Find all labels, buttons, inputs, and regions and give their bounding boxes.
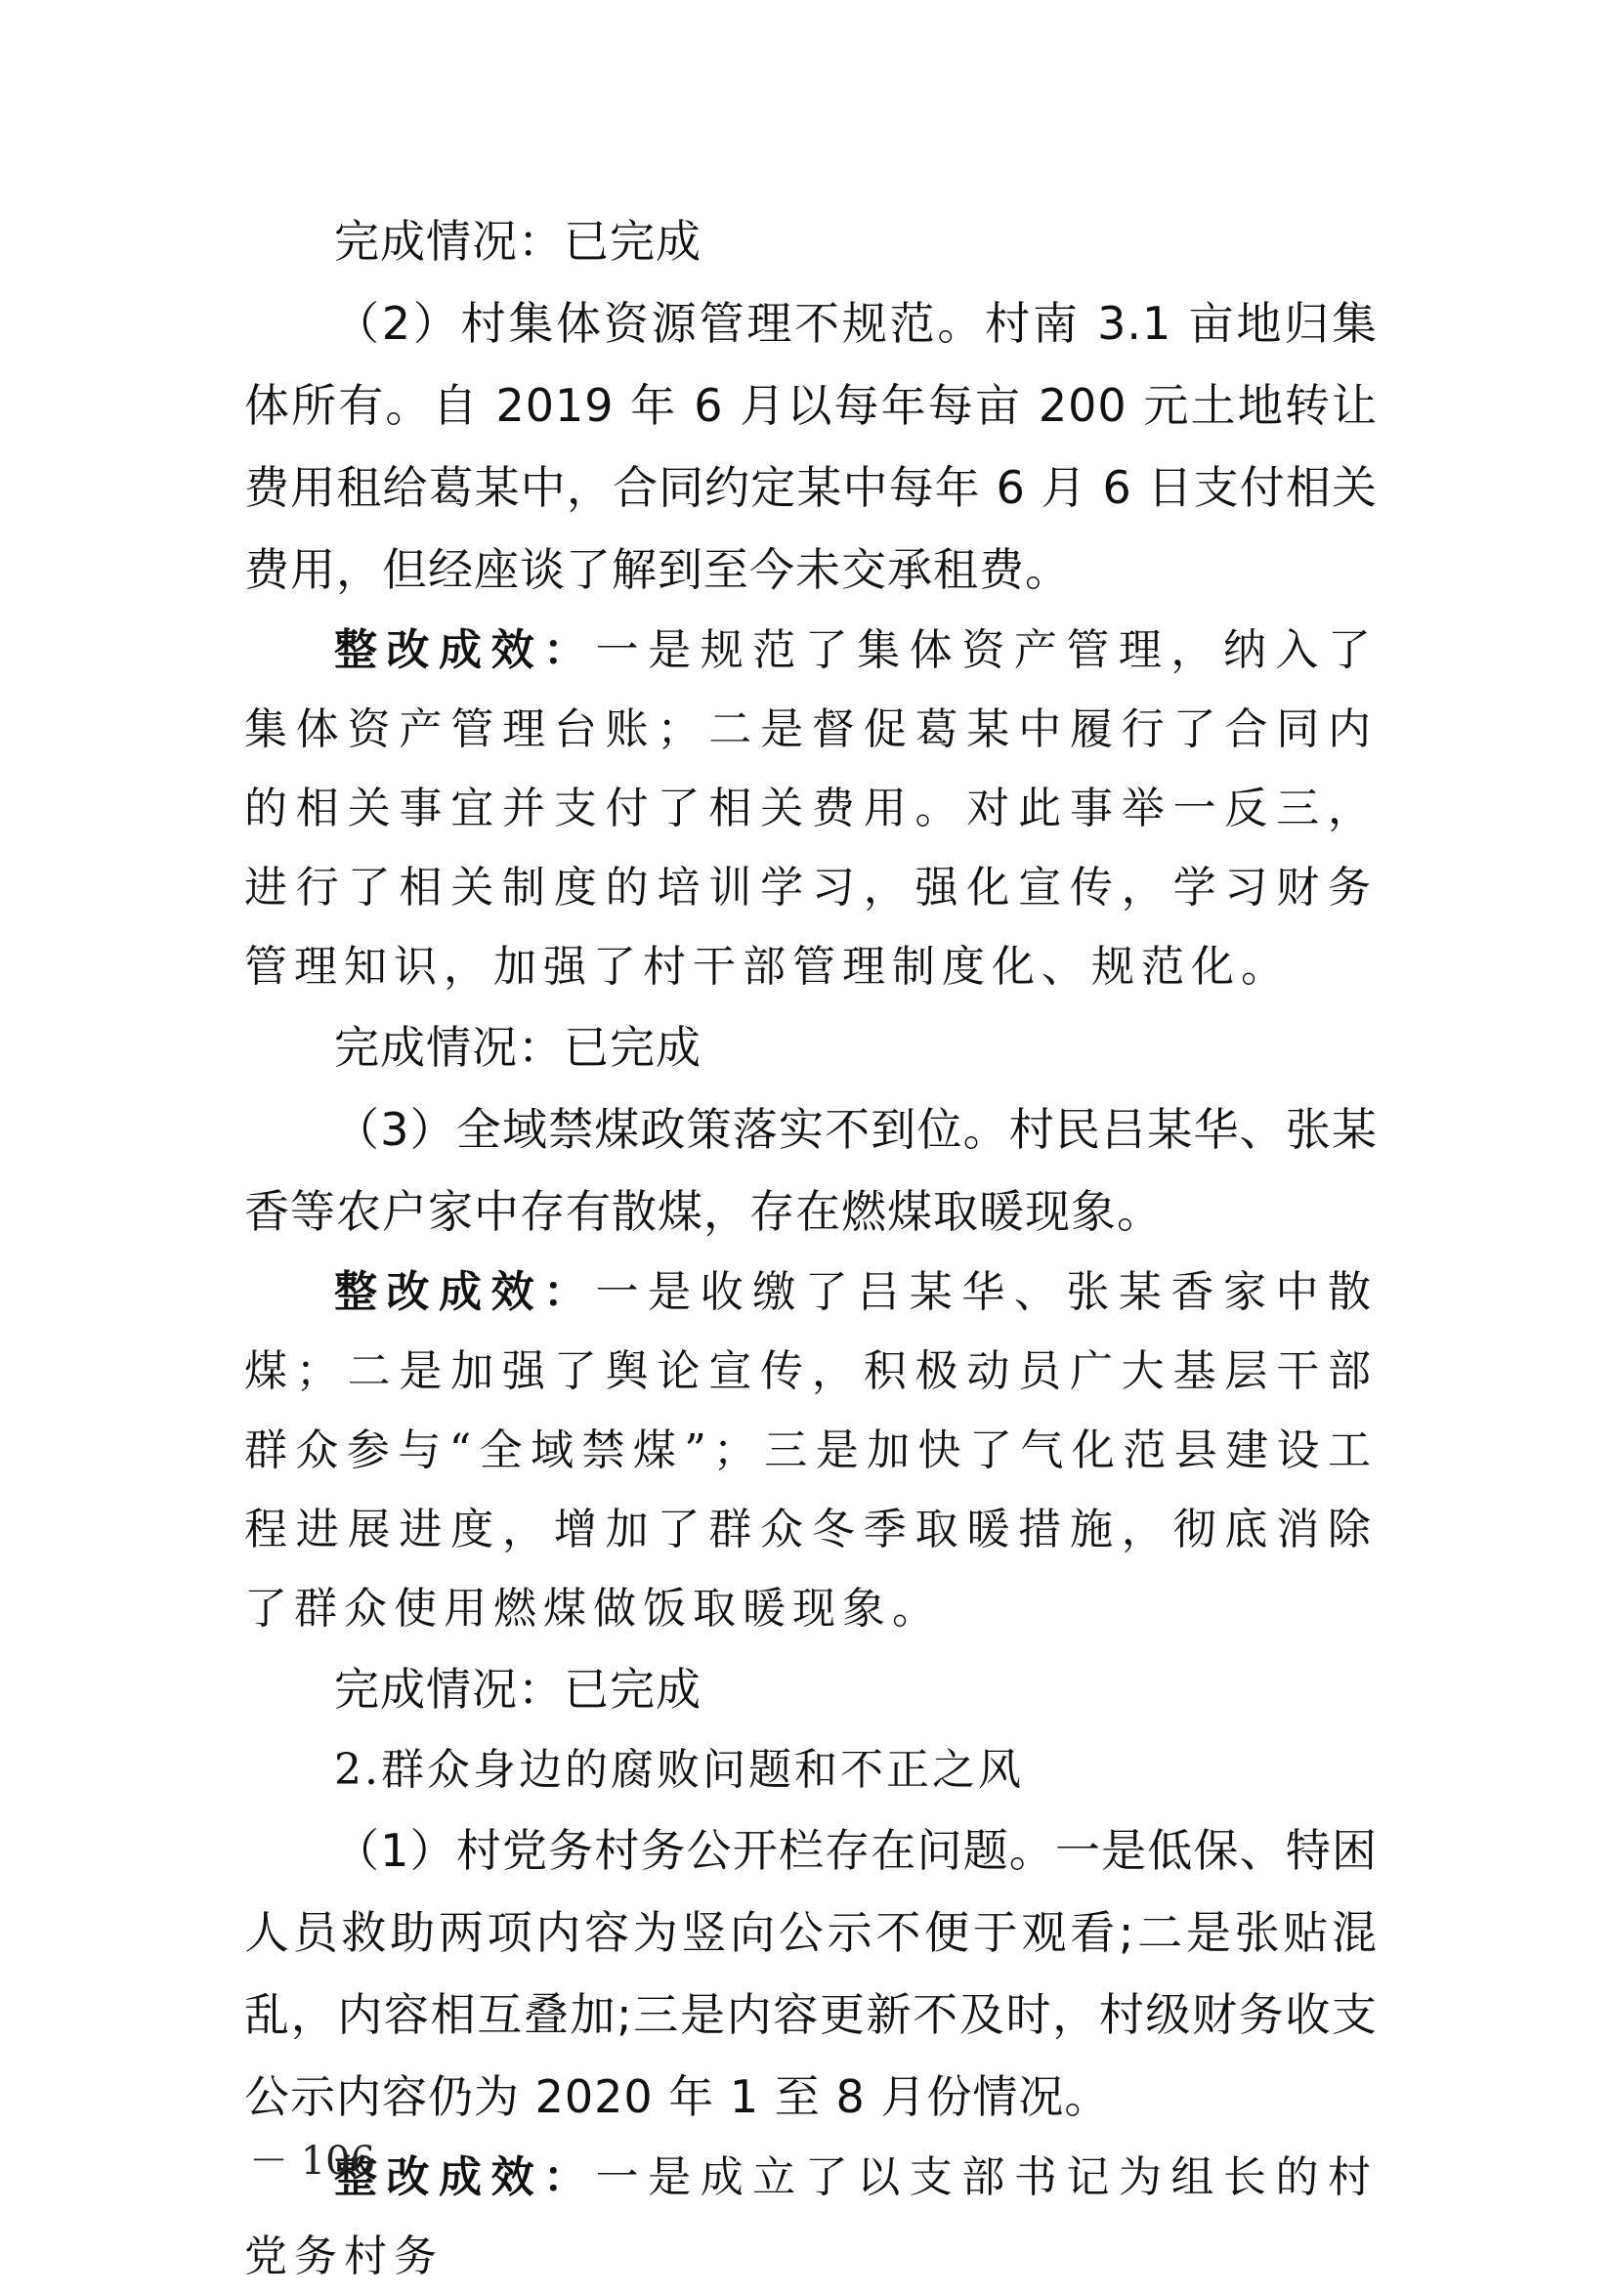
completion-status: 完成情况：已完成 xyxy=(334,1663,702,1716)
rectification-result-2 xyxy=(244,611,1378,1006)
result-text: 一是成立了以支部书记为组长的村党务村务 xyxy=(244,2152,1379,2281)
document-body xyxy=(244,200,1378,2296)
issue-item-1: （1）村党务村务公开栏存在问题。一是低保、特困人员救助两项内容为竖向公示不便于观看;二是张贴混乱，内容相互叠加;三是内容更新不及时，村级财务收支公示内容仍为 2020 年 1 至 8 月份情况。 xyxy=(244,1824,1378,2123)
result-text: 一是收缴了吕某华、张某香家中散煤；二是加强了舆论宣传，积极动员广大基层干部群众参与“全域禁煤”；三是加快了气化范县建设工程进展进度，增加了群众冬季取暖措施，彻底消除了群众使用燃煤做饭取暖现象。 xyxy=(244,1267,1379,1634)
result-label: 整改成效： xyxy=(334,1267,596,1317)
rectification-result-3 xyxy=(244,1253,1378,1648)
result-label: 整改成效： xyxy=(334,2152,596,2202)
completion-status: 完成情况：已完成 xyxy=(334,1021,702,1074)
completion-status: 完成情况：已完成 xyxy=(334,215,702,268)
result-label: 整改成效： xyxy=(334,625,596,675)
page-number: － 106 xyxy=(249,2139,376,2184)
issue-item-2: （2）村集体资源管理不规范。村南 3.1 亩地归集体所有。自 2019 年 6 月以每年每亩 200 元土地转让费用租给葛某中，合同约定某中每年 6 月 6 日支付相关费用，但经座谈了解到至今未交承租费。 xyxy=(244,297,1378,596)
rectification-result-4 xyxy=(244,2138,1378,2296)
section-heading: 2.群众身边的腐败问题和不正之风 xyxy=(334,1745,1024,1795)
issue-item-3: （3）全域禁煤政策落实不到位。村民吕某华、张某香等农户家中存有散煤，存在燃煤取暖现象。 xyxy=(244,1103,1378,1238)
result-text: 一是规范了集体资产管理，纳入了集体资产管理台账；二是督促葛某中履行了合同内的相关事宜并支付了相关费用。对此事举一反三，进行了相关制度的培训学习，强化宣传，学习财务管理知识，加强了村干部管理制度化、规范化。 xyxy=(244,625,1379,992)
